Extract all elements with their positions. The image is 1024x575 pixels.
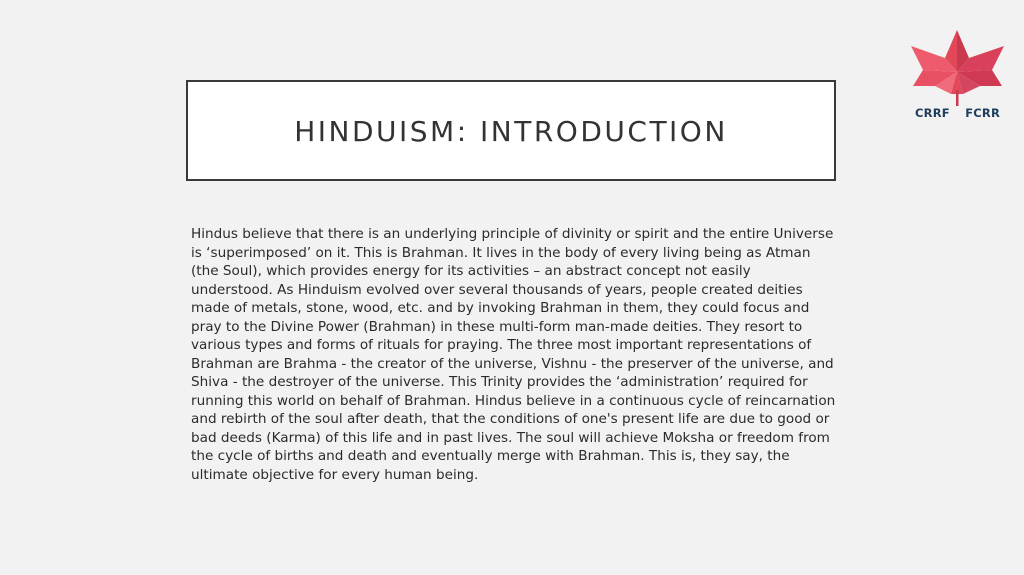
logo-left-text: CRRF	[915, 106, 950, 120]
slide-title: HINDUISM: INTRODUCTION	[294, 115, 728, 148]
title-box	[186, 80, 836, 181]
logo-right-text: FCRR	[965, 106, 1000, 120]
slide-body-text: Hindus believe that there is an underlying principle of divinity or spirit and the entire Universe is ‘superimposed’ on it. This is Brahman. It lives in the body of every living being as Atman (the Soul), which provides energy for its activities – an abstract concept not easily understood. As Hinduism evolved over several thousands of years, people created deities made of metals, stone, wood, etc. and by invoking Brahman in them, they could focus and pray to the Divine Power (Brahman) in these multi-form man-made deities. They resort to various types and forms of rituals for praying. The three most important representations of Brahman are Brahma - the creator of the universe, Vishnu - the preserver of the universe, and Shiva - the destroyer of the universe. This Trinity provides the ‘administration’ required for running this world on behalf of Brahman. Hindus believe in a continuous cycle of reincarnation and rebirth of the soul after death, that the conditions of one's present life are due to good or bad deeds (Karma) of this life and in past lives. The soul will achieve Moksha or freedom from the cycle of births and death and eventually merge with Brahman. This is, they say, the ultimate objective for every human being.	[191, 226, 836, 483]
maple-leaf-icon	[905, 28, 1010, 108]
crrf-fcrr-logo	[905, 28, 1010, 123]
logo-text	[905, 106, 1010, 120]
